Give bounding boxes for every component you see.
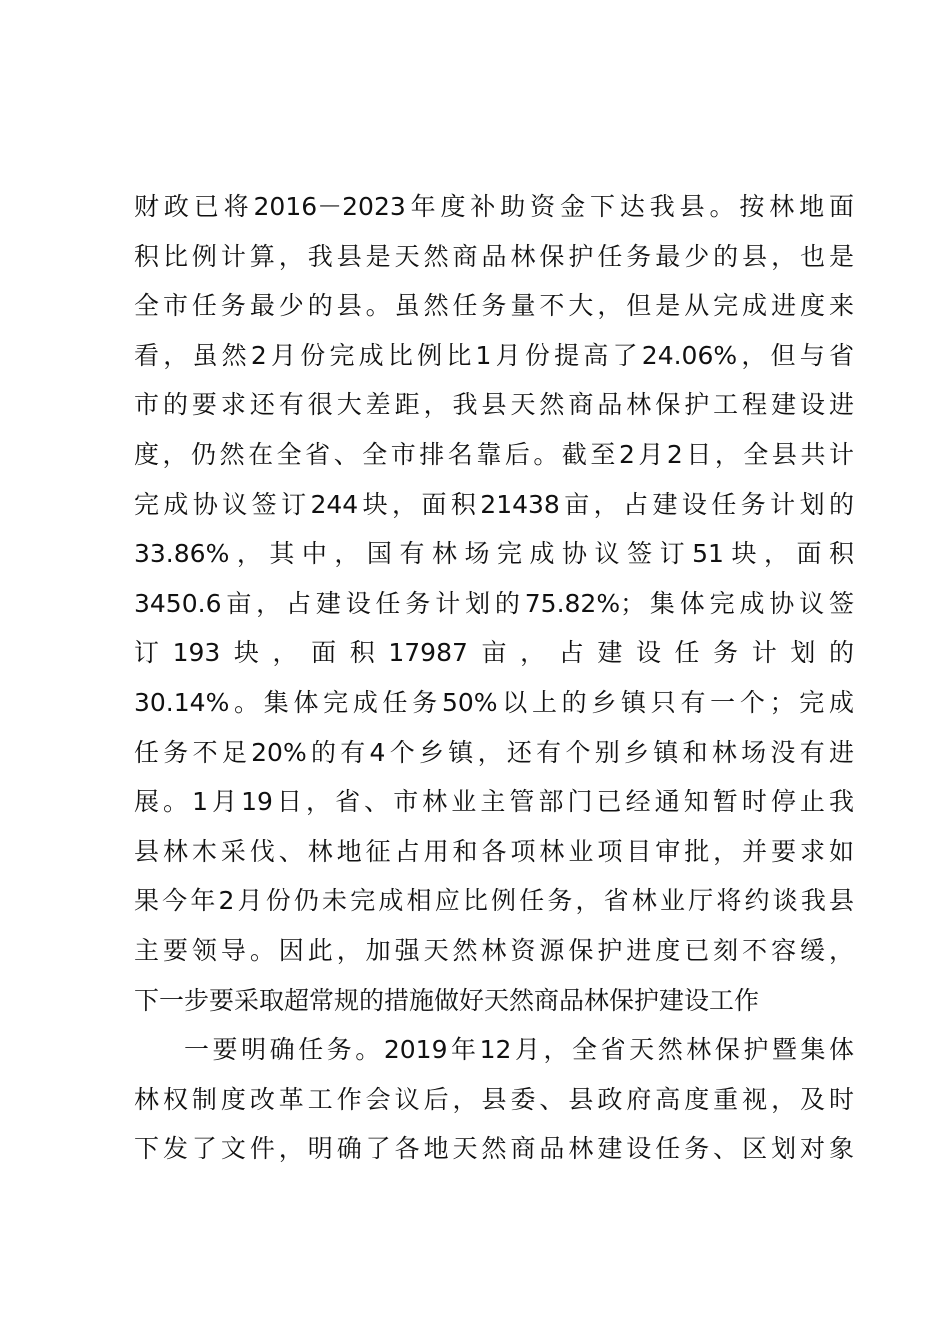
- document-body: [134, 182, 854, 1174]
- text-line: 度，仍然在全省、全市排名靠后。截至2月2日，全县共计: [134, 439, 854, 469]
- text-line: 看，虽然2月份完成比例比1月份提高了24.06%，但与省: [134, 340, 854, 370]
- text-line: 下一步要采取超常规的措施做好天然商品林保护建设工作: [134, 985, 760, 1015]
- text-line: 30.14%。集体完成任务50%以上的乡镇只有一个；完成: [134, 687, 854, 717]
- text-line: 市的要求还有很大差距，我县天然商品林保护工程建设进: [134, 390, 854, 420]
- text-line: 林权制度改革工作会议后，县委、县政府高度重视，及时: [134, 1084, 854, 1114]
- text-line: 任务不足20%的有4个乡镇，还有个别乡镇和林场没有进: [134, 737, 854, 767]
- text-line: 积比例计算，我县是天然商品林保护任务最少的县，也是: [134, 241, 854, 271]
- text-line: 县林木采伐、林地征占用和各项林业项目审批，并要求如: [134, 836, 854, 866]
- text-line: 展。1月19日，省、市林业主管部门已经通知暂时停止我: [134, 787, 854, 817]
- text-line: 订193块，面积17987亩，占建设任务计划的: [134, 638, 854, 668]
- paragraph-start-line: 一要明确任务。2019年12月，全省天然林保护暨集体: [184, 1035, 854, 1065]
- text-line: 3450.6亩，占建设任务计划的75.82%；集体完成协议签: [134, 588, 854, 618]
- text-line: 财政已将2016－2023年度补助资金下达我县。按林地面: [134, 192, 854, 221]
- text-line: 全市任务最少的县。虽然任务量不大，但是从完成进度来: [134, 291, 854, 321]
- text-line: 果今年2月份仍未完成相应比例任务，省林业厅将约谈我县: [134, 886, 854, 916]
- text-line: 33.86%，其中，国有林场完成协议签订51块，面积: [134, 539, 854, 569]
- text-line: 主要领导。因此，加强天然林资源保护进度已刻不容缓，: [134, 935, 854, 965]
- text-line: 完成协议签订244块，面积21438亩，占建设任务计划的: [134, 489, 854, 519]
- text-line: 下发了文件，明确了各地天然商品林建设任务、区划对象: [134, 1134, 854, 1164]
